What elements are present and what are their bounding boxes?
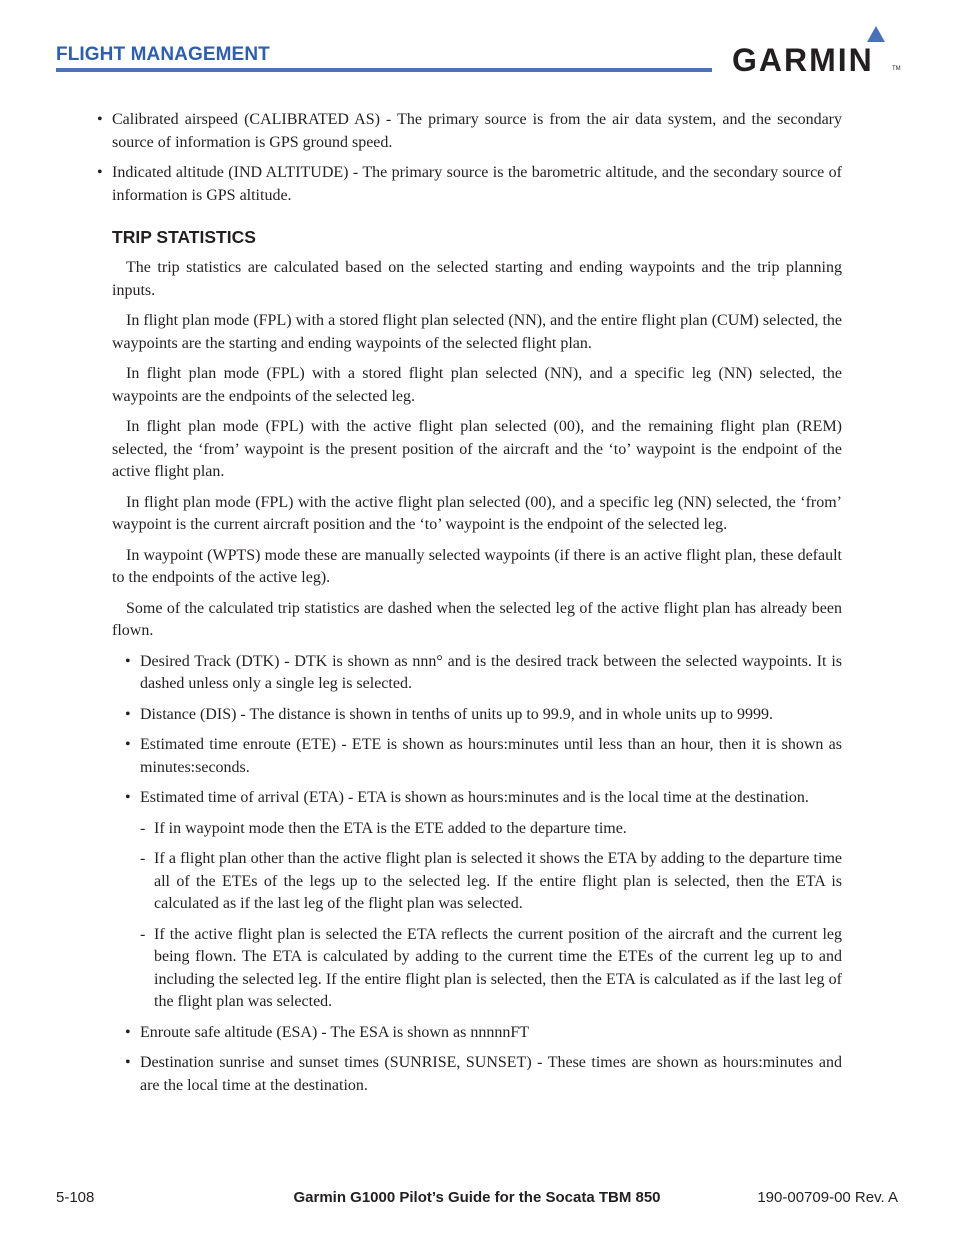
paragraph: In flight plan mode (FPL) with a stored flight plan selected (NN), and a specific leg (NN) selected, the waypoints are the endpoints of the selected leg.: [112, 365, 842, 405]
garmin-logo: [732, 24, 902, 76]
paragraph: In flight plan mode (FPL) with a stored flight plan selected (NN), and the entire flight plan (CUM) selected, the waypoints are the starting and ending waypoints of the selected flight plan.: [112, 312, 842, 352]
list-item: • Desired Track (DTK) - DTK is shown as nnn° and is the desired track between the selected waypoints. It is dashed unless only a single leg is selected.: [125, 652, 842, 692]
dash-icon: -: [140, 819, 146, 837]
page-content: [97, 109, 842, 1105]
section-title: FLIGHT MANAGEMENT: [56, 44, 270, 65]
trip-stat-list: [125, 651, 842, 1098]
intro-bullet-list: [97, 109, 842, 207]
list-item: - If a flight plan other than the active flight plan is selected it shows the ETA by adding to the departure time all of the ETEs of the legs up to the selected leg. If the entire flight plan is selected, then the ETA is calculated as if the last leg of the flight plan was selected.: [140, 850, 842, 912]
bullet-icon: •: [125, 789, 131, 806]
footer-title: Garmin G1000 Pilot’s Guide for the Socata TBM 850: [293, 1189, 661, 1206]
bullet-icon: •: [125, 736, 131, 753]
page-number: 5-108: [56, 1189, 95, 1206]
logo-text: GARMIN: [732, 42, 874, 78]
logo-trademark: TM: [892, 66, 901, 72]
bullet-icon: •: [125, 1023, 131, 1041]
paragraph: In flight plan mode (FPL) with the active flight plan selected (00), and the remaining flight plan (REM) selected, the ‘from’ waypoint is the present position of the aircraft and the ‘to’ waypoint is the endpoint of the active flight plan.: [112, 418, 842, 480]
doc-number: 190-00709-00 Rev. A: [757, 1189, 898, 1206]
list-item: • Estimated time of arrival (ETA) - ETA is shown as hours:minutes and is the local time at the destination.: [140, 787, 842, 810]
bullet-icon: •: [125, 652, 131, 670]
logo-triangle-icon: [867, 26, 885, 42]
paragraph: In flight plan mode (FPL) with the active flight plan selected (00), and a specific leg (NN) selected, the ‘from’ waypoint is the current aircraft position and the ‘to’ waypoint is the endpoint of the selected leg.: [112, 493, 842, 533]
eta-detail-list: [140, 818, 842, 1014]
paragraph: In waypoint (WPTS) mode these are manually selected waypoints (if there is an active flight plan, these default to the endpoints of the active leg).: [112, 546, 842, 586]
dash-icon: -: [140, 925, 146, 943]
dash-icon: -: [140, 850, 146, 867]
bullet-icon: •: [125, 1054, 131, 1071]
bullet-icon: •: [97, 164, 103, 181]
section-heading: TRIP STATISTICS: [112, 227, 256, 247]
list-item: • Distance (DIS) - The distance is shown in tenths of units up to 99.9, and in whole units up to 9999.: [140, 704, 842, 727]
list-item: • Calibrated airspeed (CALIBRATED AS) - The primary source is from the air data system, and the secondary source of information is GPS ground speed.: [97, 111, 842, 151]
list-item: - If the active flight plan is selected the ETA reflects the current position of the aircraft and the current leg being flown. The ETA is calculated by adding to the current time the ETEs of the current leg up to and including the selected leg. If the entire flight plan is selected, then the ETA is calculated as if the last leg of the flight plan was selected.: [140, 925, 842, 1010]
list-item: • Enroute safe altitude (ESA) - The ESA is shown as nnnnnFT: [140, 1022, 842, 1045]
list-item: • Estimated time enroute (ETE) - ETE is shown as hours:minutes until less than an hour, then it is shown as minutes:seconds.: [125, 736, 842, 776]
bullet-icon: •: [97, 111, 103, 128]
header-rule: [56, 68, 712, 72]
list-item: - If in waypoint mode then the ETA is the ETE added to the departure time.: [154, 818, 842, 841]
list-item: • Destination sunrise and sunset times (SUNRISE, SUNSET) - These times are shown as hours:minutes and are the local time at the destination.: [125, 1054, 842, 1094]
list-item: • Indicated altitude (IND ALTITUDE) - The primary source is the barometric altitude, and the secondary source of information is GPS altitude.: [97, 164, 842, 204]
paragraph: Some of the calculated trip statistics are dashed when the selected leg of the active flight plan has already been flown.: [112, 599, 842, 639]
bullet-icon: •: [125, 705, 131, 723]
paragraph: The trip statistics are calculated based on the selected starting and ending waypoints and the trip planning inputs.: [112, 259, 842, 299]
